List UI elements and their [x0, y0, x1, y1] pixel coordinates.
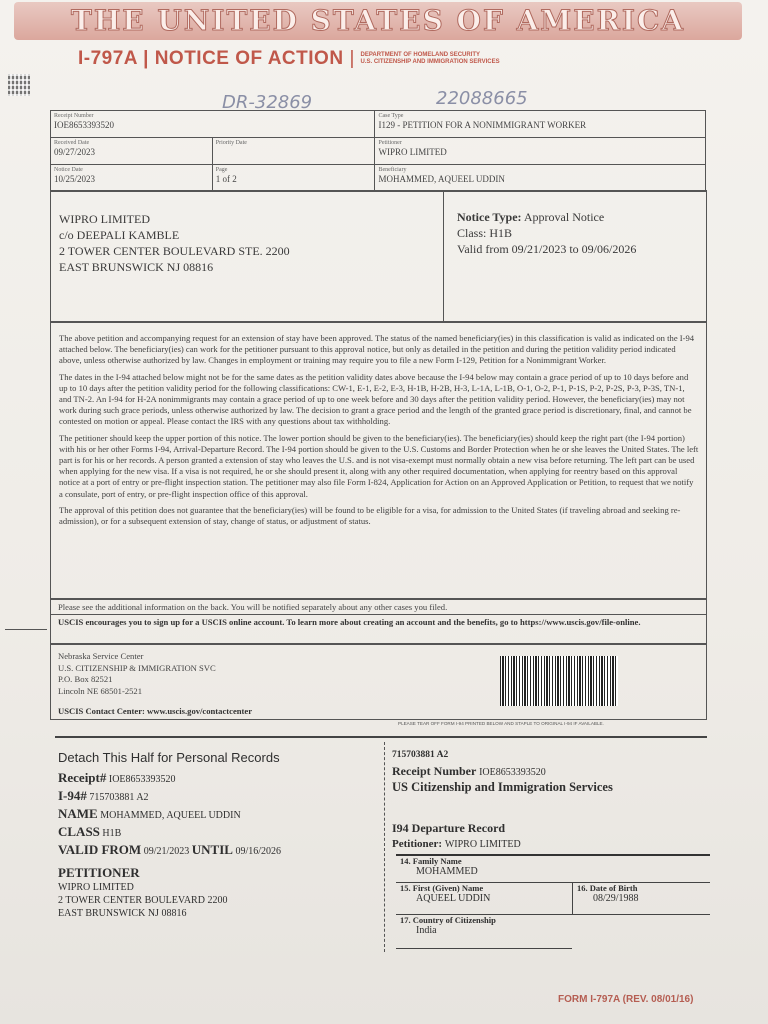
petitioner-cell	[375, 138, 706, 165]
validity-period: Valid from 09/21/2023 to 09/06/2026	[457, 242, 637, 256]
received-date-value: 09/27/2023	[54, 147, 96, 157]
service-center-address	[58, 651, 216, 697]
barcode-icon	[500, 656, 618, 706]
family-name-field: 14. Family Name MOHAMMED	[396, 854, 710, 882]
handwritten-note-1: DR-32869	[222, 92, 313, 113]
address-line3: 2 TOWER CENTER BOULEVARD STE. 2200	[59, 244, 290, 258]
additional-info-line: Please see the additional information on the back. You will be notified separately about any other cases you filed.	[50, 599, 707, 615]
stub-name: NAME MOHAMMED, AQUEEL UDDIN	[58, 806, 241, 821]
address-line4: EAST BRUNSWICK NJ 08816	[59, 260, 214, 274]
notice-type-value: Approval Notice	[523, 210, 605, 224]
receipt-number-value: IOE8653393520	[54, 120, 114, 130]
notice-body	[59, 333, 699, 532]
case-type-cell	[375, 111, 706, 138]
qr-code-overlay	[8, 74, 30, 96]
address-box	[50, 190, 444, 322]
notice-date-cell	[51, 165, 213, 192]
service-center-line1: Nebraska Service Center	[58, 651, 144, 661]
body-paragraph-1: The above petition and accompanying request for an extension of stay have been approved. The status of the named beneficiary(ies) in this classification is valid as indicated on the I-94 attached below. The beneficiary(ies) can work for the petitioner pursuant to this approval notice, but only as detailed in the petition and during the petition validity period indicated above, unless otherwise authorized by law. Changes in employment or training may require you to file a new Form I-129, Petition for a Nonimmigrant Worker.	[59, 333, 695, 366]
stub-pet-line2: 2 TOWER CENTER BOULEVARD 2200	[58, 895, 228, 906]
beneficiary-value: MOHAMMED, AQUEEL UDDIN	[378, 174, 505, 184]
i94-receipt: Receipt Number IOE8653393520	[392, 764, 546, 778]
notice-type-label: Notice Type:	[457, 210, 522, 224]
form-title: I-797A | NOTICE OF ACTION	[78, 48, 344, 69]
address-line2: c/o DEEPALI KAMBLE	[59, 228, 180, 242]
notice-type-box	[443, 190, 707, 322]
field-rule	[396, 914, 710, 915]
priority-date-label: Priority Date	[215, 140, 247, 146]
petitioner-label: Petitioner	[378, 140, 402, 146]
service-center-line4: Lincoln NE 68501-2521	[58, 685, 143, 696]
tear-instruction: PLEASE TEAR OFF FORM I-94 PRINTED BELOW AND STAPLE TO ORIGINAL I-94 IF AVAILABLE.	[398, 721, 604, 726]
field-rule-bottom	[396, 948, 572, 949]
stub-receipt: Receipt# IOE8653393520	[58, 770, 176, 785]
stub-petitioner-label: PETITIONER	[58, 865, 140, 880]
dob-field: 16. Date of Birth 08/29/1988	[572, 882, 710, 914]
receipt-number-cell	[51, 111, 375, 138]
agency-line2: U.S. CITIZENSHIP AND IMMIGRATION SERVICES	[360, 59, 500, 65]
handwritten-note-2: 22088665	[436, 88, 528, 109]
case-type-label: Case Type	[378, 113, 404, 119]
tear-divider	[55, 736, 707, 738]
petitioner-value: WIPRO LIMITED	[378, 147, 447, 157]
class-value: H1B	[489, 226, 513, 240]
notice-date-value: 10/25/2023	[54, 174, 96, 184]
stub-i94: I-94# 715703881 A2	[58, 788, 149, 803]
contact-center: USCIS Contact Center: www.uscis.gov/contactcenter	[58, 706, 253, 716]
online-account-line: USCIS encourages you to sign up for a USCIS online account. To learn more about creating an account and the benefits, go to https://www.uscis.gov/file-online.	[50, 614, 707, 644]
page-label: Page	[215, 167, 228, 173]
service-center-line2: U.S. CITIZENSHIP & IMMIGRATION SVC	[58, 662, 216, 673]
notice-body-box	[50, 322, 707, 599]
perforation-line	[384, 742, 385, 952]
service-center-line3: P.O. Box 82521	[58, 674, 113, 684]
form-revision-id: FORM I-797A (REV. 08/01/16)	[558, 994, 694, 1005]
stub-class: CLASS H1B	[58, 824, 122, 839]
priority-date-cell	[212, 138, 375, 165]
agency-block	[360, 52, 560, 66]
detach-title: Detach This Half for Personal Records	[58, 750, 280, 765]
notice-details	[457, 209, 636, 257]
case-type-value: I129 - PETITION FOR A NONIMMIGRANT WORKER	[378, 120, 587, 130]
margin-rule	[5, 629, 47, 630]
form-title-row	[78, 48, 560, 72]
banner-title: THE UNITED STATES OF AMERICA	[70, 4, 686, 37]
given-name-field: 15. First (Given) Name AQUEEL UDDIN	[396, 882, 572, 914]
body-paragraph-2: The dates in the I-94 attached below might not be for the same dates as the petition validity dates above because the I-94 below may contain a grace period of up to 10 days before and up to 10 days after the petition validity period for the following classifications: CW-1, E-1, E-2, E-3, H-1B, H-2B, H-3, L-1A, L-1B, O-1, O-2, P-1, P-1S, P-2, P-2S, P-3, P-3S, TN-1, and TN-2. An I-94 for H-2A nonimmigrants may contain a grace period of up to one week before and 30 days after the petition validity period. However, the beneficiary(ies) may not work during such grace periods, unless otherwise authorized by law. The decision to grant a grace period and the length of the granted grace period is discretionary, final, and cannot be contested on motion or appeal. Please contact the IRS with any questions about tax withholding.	[59, 371, 692, 427]
page-cell	[212, 165, 375, 192]
body-paragraph-3: The petitioner should keep the upper portion of this notice. The lower portion should be given to the beneficiary(ies). The beneficiary(ies) should keep the right part (the I-94 portion) with his or her other Forms I-94, Arrival-Departure Record. The I-94 portion should be given to the U.S. Customs and Border Protection when he or she leaves the United States. The left part is for his or her records. A person granted a extension of stay who leaves the U.S. and is not visa-exempt must normally obtain a new visa before returning. The left part can be used when applying for the new visa. If a visa is not required, he or she should present it, along with any other required documentation, when applying for reentry based on this approval notice at a port of entry or pre-flight inspection station. The petitioner may also file Form I-824, Application for Action on an Approved Application or Petition, to request that we notify a consulate, port of entry, or pre-flight inspection office of this approval.	[59, 432, 699, 499]
stub-pet-line3: EAST BRUNSWICK NJ 08816	[58, 908, 187, 919]
beneficiary-cell	[375, 165, 706, 192]
stub-petitioner-address	[58, 881, 378, 920]
case-info-table	[50, 110, 706, 192]
agency-line1: DEPARTMENT OF HOMELAND SECURITY	[360, 52, 481, 58]
personal-records-stub	[58, 750, 378, 920]
i94-agency: US Citizenship and Immigration Services	[392, 780, 613, 794]
notice-date-label: Notice Date	[54, 167, 83, 173]
page-value: 1 of 2	[215, 174, 237, 184]
citizenship-field: 17. Country of Citizenship India	[396, 914, 572, 948]
beneficiary-label: Beneficiary	[378, 167, 407, 173]
class-label: Class:	[457, 226, 487, 240]
banner	[14, 2, 742, 40]
stub-validity: VALID FROM 09/21/2023 UNTIL 09/16/2026	[58, 842, 281, 857]
received-date-cell	[51, 138, 213, 165]
i94-petitioner: Petitioner: WIPRO LIMITED	[392, 838, 521, 850]
received-date-label: Received Date	[54, 140, 90, 146]
mailing-address	[59, 211, 290, 275]
address-line1: WIPRO LIMITED	[59, 212, 150, 226]
i94-departure-record	[392, 750, 710, 936]
stub-pet-line1: WIPRO LIMITED	[58, 882, 134, 893]
receipt-number-label: Receipt Number	[54, 113, 94, 119]
i94-number: 715703881 A2	[392, 750, 449, 760]
title-separator: |	[349, 48, 355, 69]
body-paragraph-4: The approval of this petition does not guarantee that the beneficiary(ies) will be found to be eligible for a visa, for admission to the United States (if traveling abroad and seeking re-admission), or for a subsequent extension of stay, change of status, or adjustment of status.	[59, 504, 681, 527]
i94-title: I94 Departure Record	[392, 821, 506, 835]
